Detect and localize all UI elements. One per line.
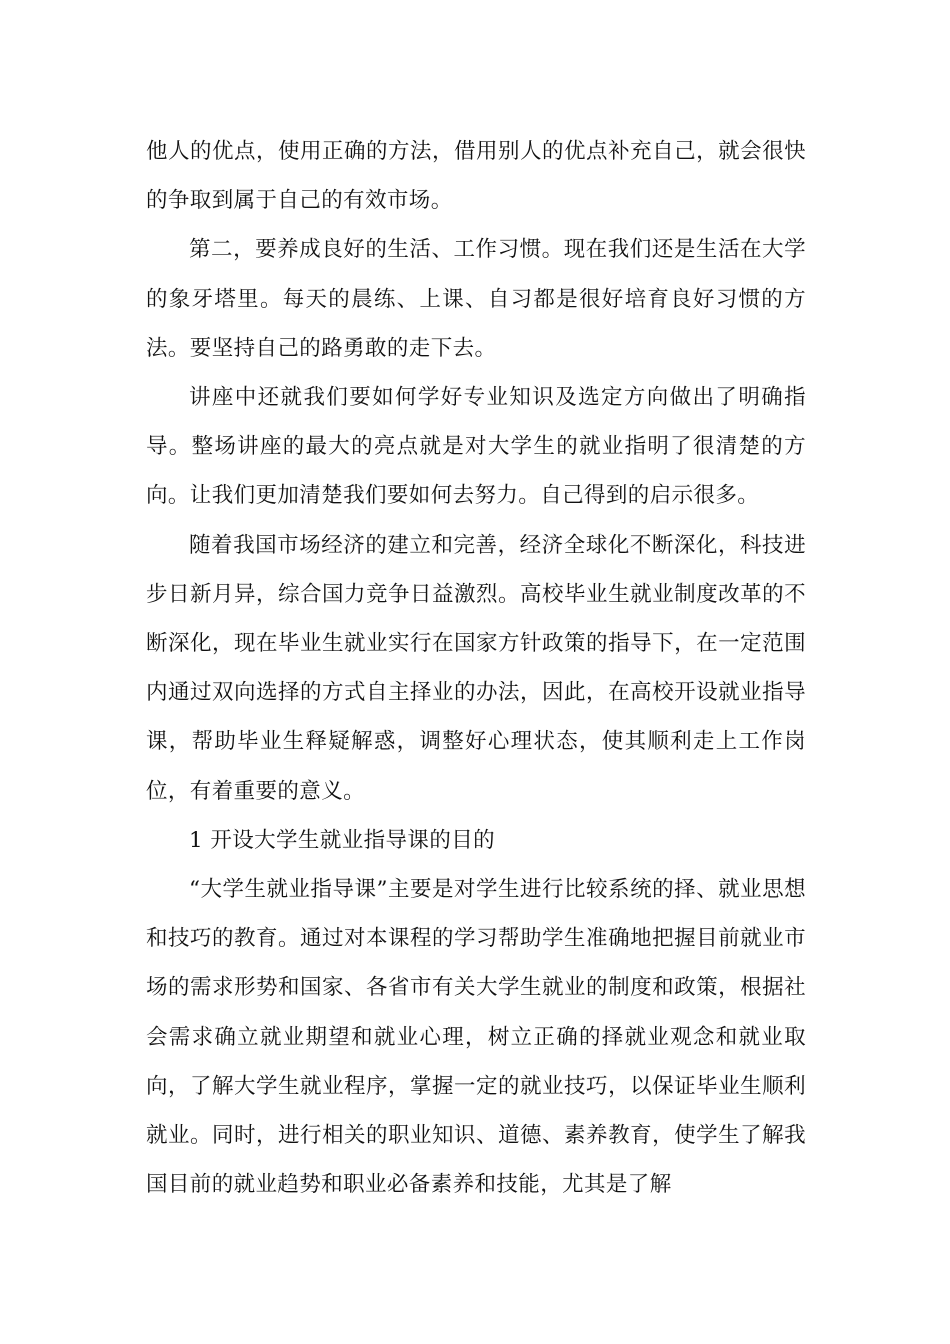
body-text xyxy=(146,127,806,1209)
paragraph-course-purpose: “大学生就业指导课”主要是对学生进行比较系统的择、就业思想和技巧的教育。通过对本课程的学习帮助学生准确地把握目前就业市场的需求形势和国家、各省市有关大学生就业的制度和政策，根据社会需求确立就业期望和就业心理，树立正确的择就业观念和就业取向，了解大学生就业程序，掌握一定的就业技巧，以保证毕业生顺利就业。同时，进行相关的职业知识、道德、素养教育，使学生了解我国目前的就业趋势和职业必备素养和技能，尤其是了解 xyxy=(146,877,806,1198)
paragraph-lecture: 讲座中还就我们要如何学好专业知识及选定方向做出了明确指导。整场讲座的最大的亮点就是对大学生的就业指明了很清楚的方向。让我们更加清楚我们要如何去努力。自己得到的启示很多。 xyxy=(146,385,806,509)
paragraph-continuation: 他人的优点，使用正确的方法，借用别人的优点补充自己，就会很快的争取到属于自己的有效市场。 xyxy=(146,139,806,214)
paragraph-habits: 第二，要养成良好的生活、工作习惯。现在我们还是生活在大学的象牙塔里。每天的晨练、上课、自习都是很好培育良好习惯的方法。要坚持自己的路勇敢的走下去。 xyxy=(146,237,806,361)
paragraph-background: 随着我国市场经济的建立和完善，经济全球化不断深化，科技进步日新月异，综合国力竞争日益激烈。高校毕业生就业制度改革的不断深化，现在毕业生就业实行在国家方针政策的指导下，在一定范围内通过双向选择的方式自主择业的办法，因此，在高校开设就业指导课，帮助毕业生释疑解惑，调整好心理状态，使其顺利走上工作岗位，有着重要的意义。 xyxy=(146,532,806,804)
section-heading: 1 开设大学生就业指导课的目的 xyxy=(189,827,496,853)
